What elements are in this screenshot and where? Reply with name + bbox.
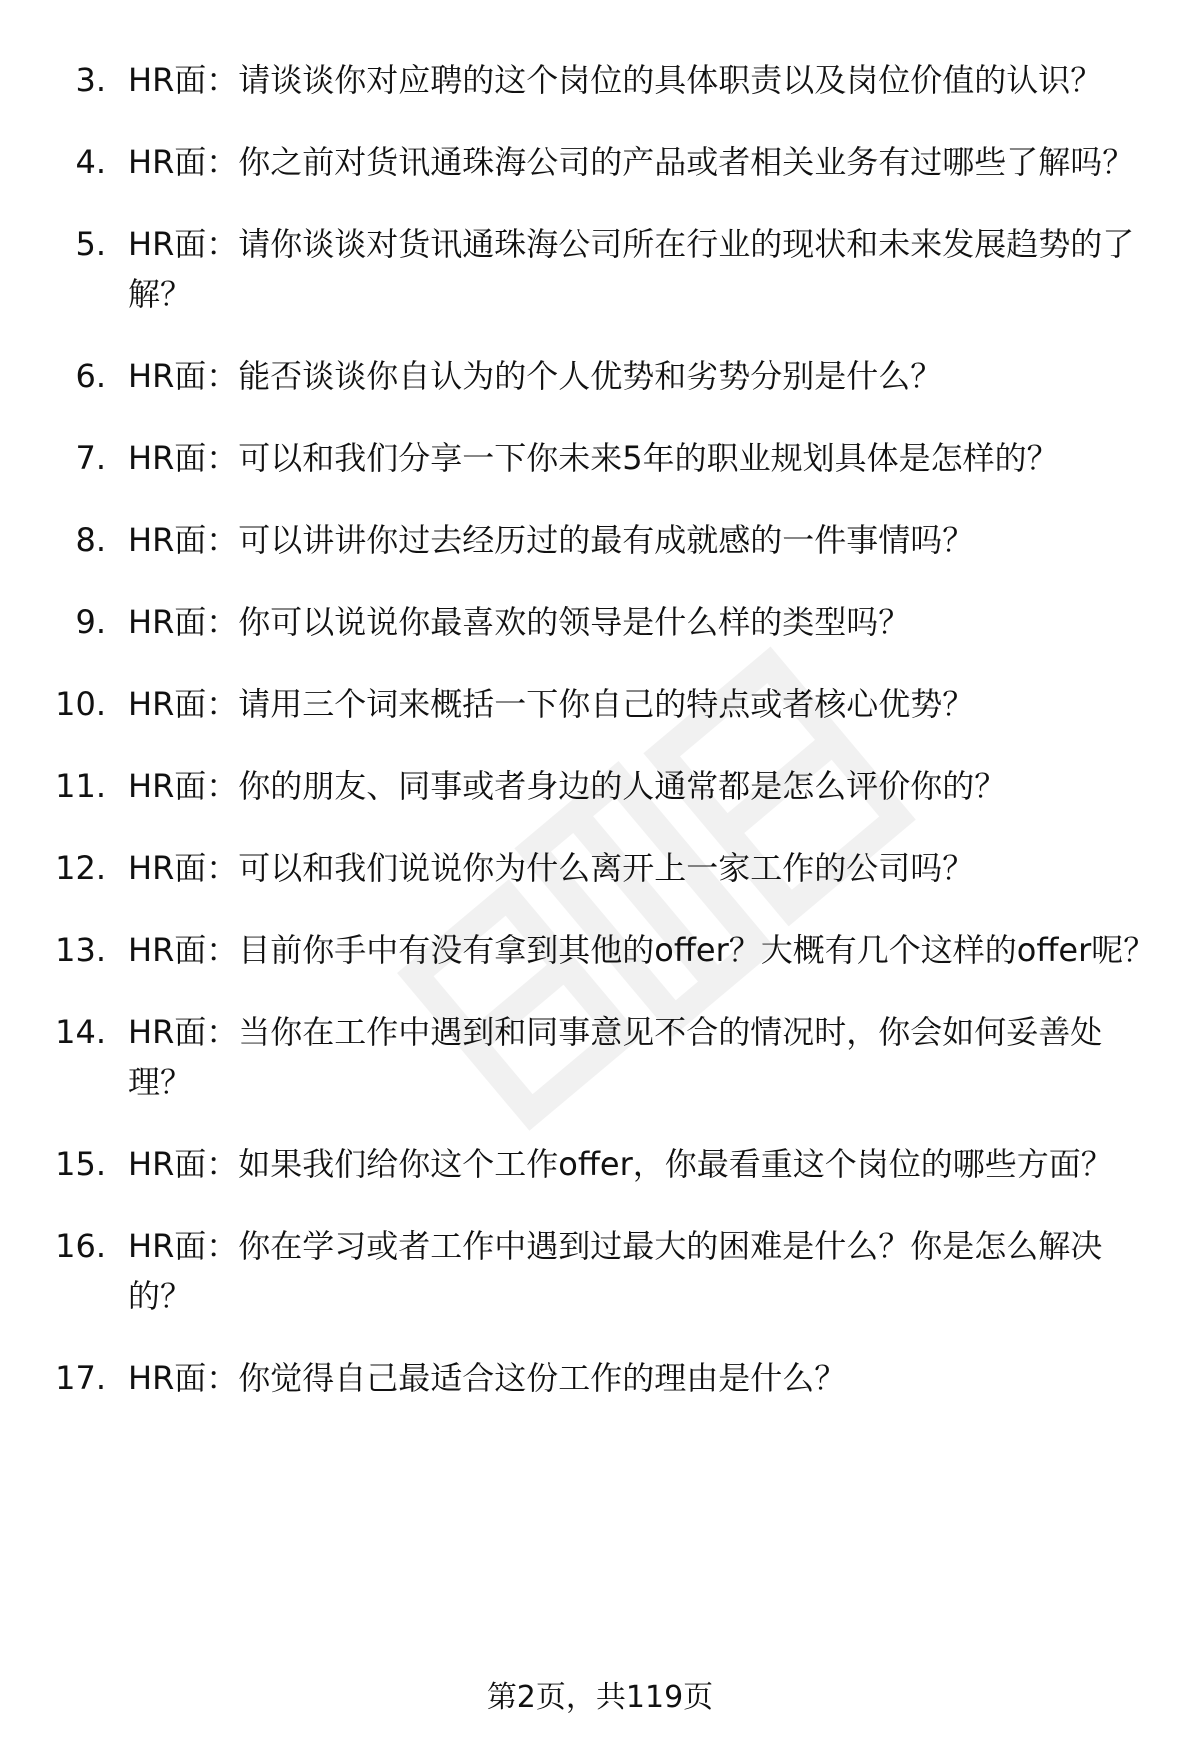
list-item xyxy=(0,761,1200,811)
item-number: 13. xyxy=(55,931,106,969)
question-text: HR面：请谈谈你对应聘的这个岗位的具体职责以及岗位价值的认识？ xyxy=(128,61,1103,99)
list-item xyxy=(0,1007,1200,1107)
item-number: 8. xyxy=(75,521,106,559)
item-number: 4. xyxy=(75,143,106,181)
list-item xyxy=(0,55,1200,105)
page-footer: 第2页，共119页 xyxy=(486,1680,714,1715)
list-item xyxy=(0,1139,1200,1189)
question-text: HR面：你可以说说你最喜欢的领导是什么样的类型吗？ xyxy=(128,603,911,641)
question-text: HR面：请你谈谈对货讯通珠海公司所在行业的现状和未来发展趋势的了解？ xyxy=(128,225,1135,313)
item-number: 15. xyxy=(55,1145,106,1183)
list-item xyxy=(0,433,1200,483)
question-text: HR面：你之前对货讯通珠海公司的产品或者相关业务有过哪些了解吗？ xyxy=(128,143,1135,181)
item-number: 7. xyxy=(75,439,106,477)
question-text: HR面：目前你手中有没有拿到其他的offer？大概有几个这样的offer呢？ xyxy=(128,931,1156,969)
question-text: HR面：你觉得自己最适合这份工作的理由是什么？ xyxy=(128,1359,847,1397)
list-item xyxy=(0,843,1200,893)
question-text: HR面：可以和我们说说你为什么离开上一家工作的公司吗？ xyxy=(128,849,975,887)
item-number: 3. xyxy=(75,61,106,99)
item-number: 5. xyxy=(75,225,106,263)
question-text: HR面：可以讲讲你过去经历过的最有成就感的一件事情吗？ xyxy=(128,521,975,559)
item-number: 14. xyxy=(55,1013,106,1051)
list-item xyxy=(0,219,1200,319)
question-text: HR面：如果我们给你这个工作offer，你最看重这个岗位的哪些方面？ xyxy=(128,1145,1113,1183)
question-text: HR面：你的朋友、同事或者身边的人通常都是怎么评价你的？ xyxy=(128,767,1007,805)
question-text: HR面：请用三个词来概括一下你自己的特点或者核心优势？ xyxy=(128,685,975,723)
item-number: 9. xyxy=(75,603,106,641)
list-item xyxy=(0,679,1200,729)
list-item xyxy=(0,515,1200,565)
question-text: HR面：能否谈谈你自认为的个人优势和劣势分别是什么？ xyxy=(128,357,943,395)
item-number: 12. xyxy=(55,849,106,887)
list-item xyxy=(0,1353,1200,1403)
question-list xyxy=(0,55,1200,1403)
question-text: HR面：可以和我们分享一下你未来5年的职业规划具体是怎样的？ xyxy=(128,439,1059,477)
list-item xyxy=(0,925,1200,975)
item-number: 16. xyxy=(55,1227,106,1265)
item-number: 10. xyxy=(55,685,106,723)
list-item xyxy=(0,1221,1200,1321)
item-number: 11. xyxy=(55,767,106,805)
question-text: HR面：你在学习或者工作中遇到过最大的困难是什么？你是怎么解决的？ xyxy=(128,1227,1103,1315)
list-item xyxy=(0,597,1200,647)
item-number: 17. xyxy=(55,1359,106,1397)
question-text: HR面：当你在工作中遇到和同事意见不合的情况时，你会如何妥善处理？ xyxy=(128,1013,1103,1101)
list-item xyxy=(0,351,1200,401)
item-number: 6. xyxy=(75,357,106,395)
list-item xyxy=(0,137,1200,187)
